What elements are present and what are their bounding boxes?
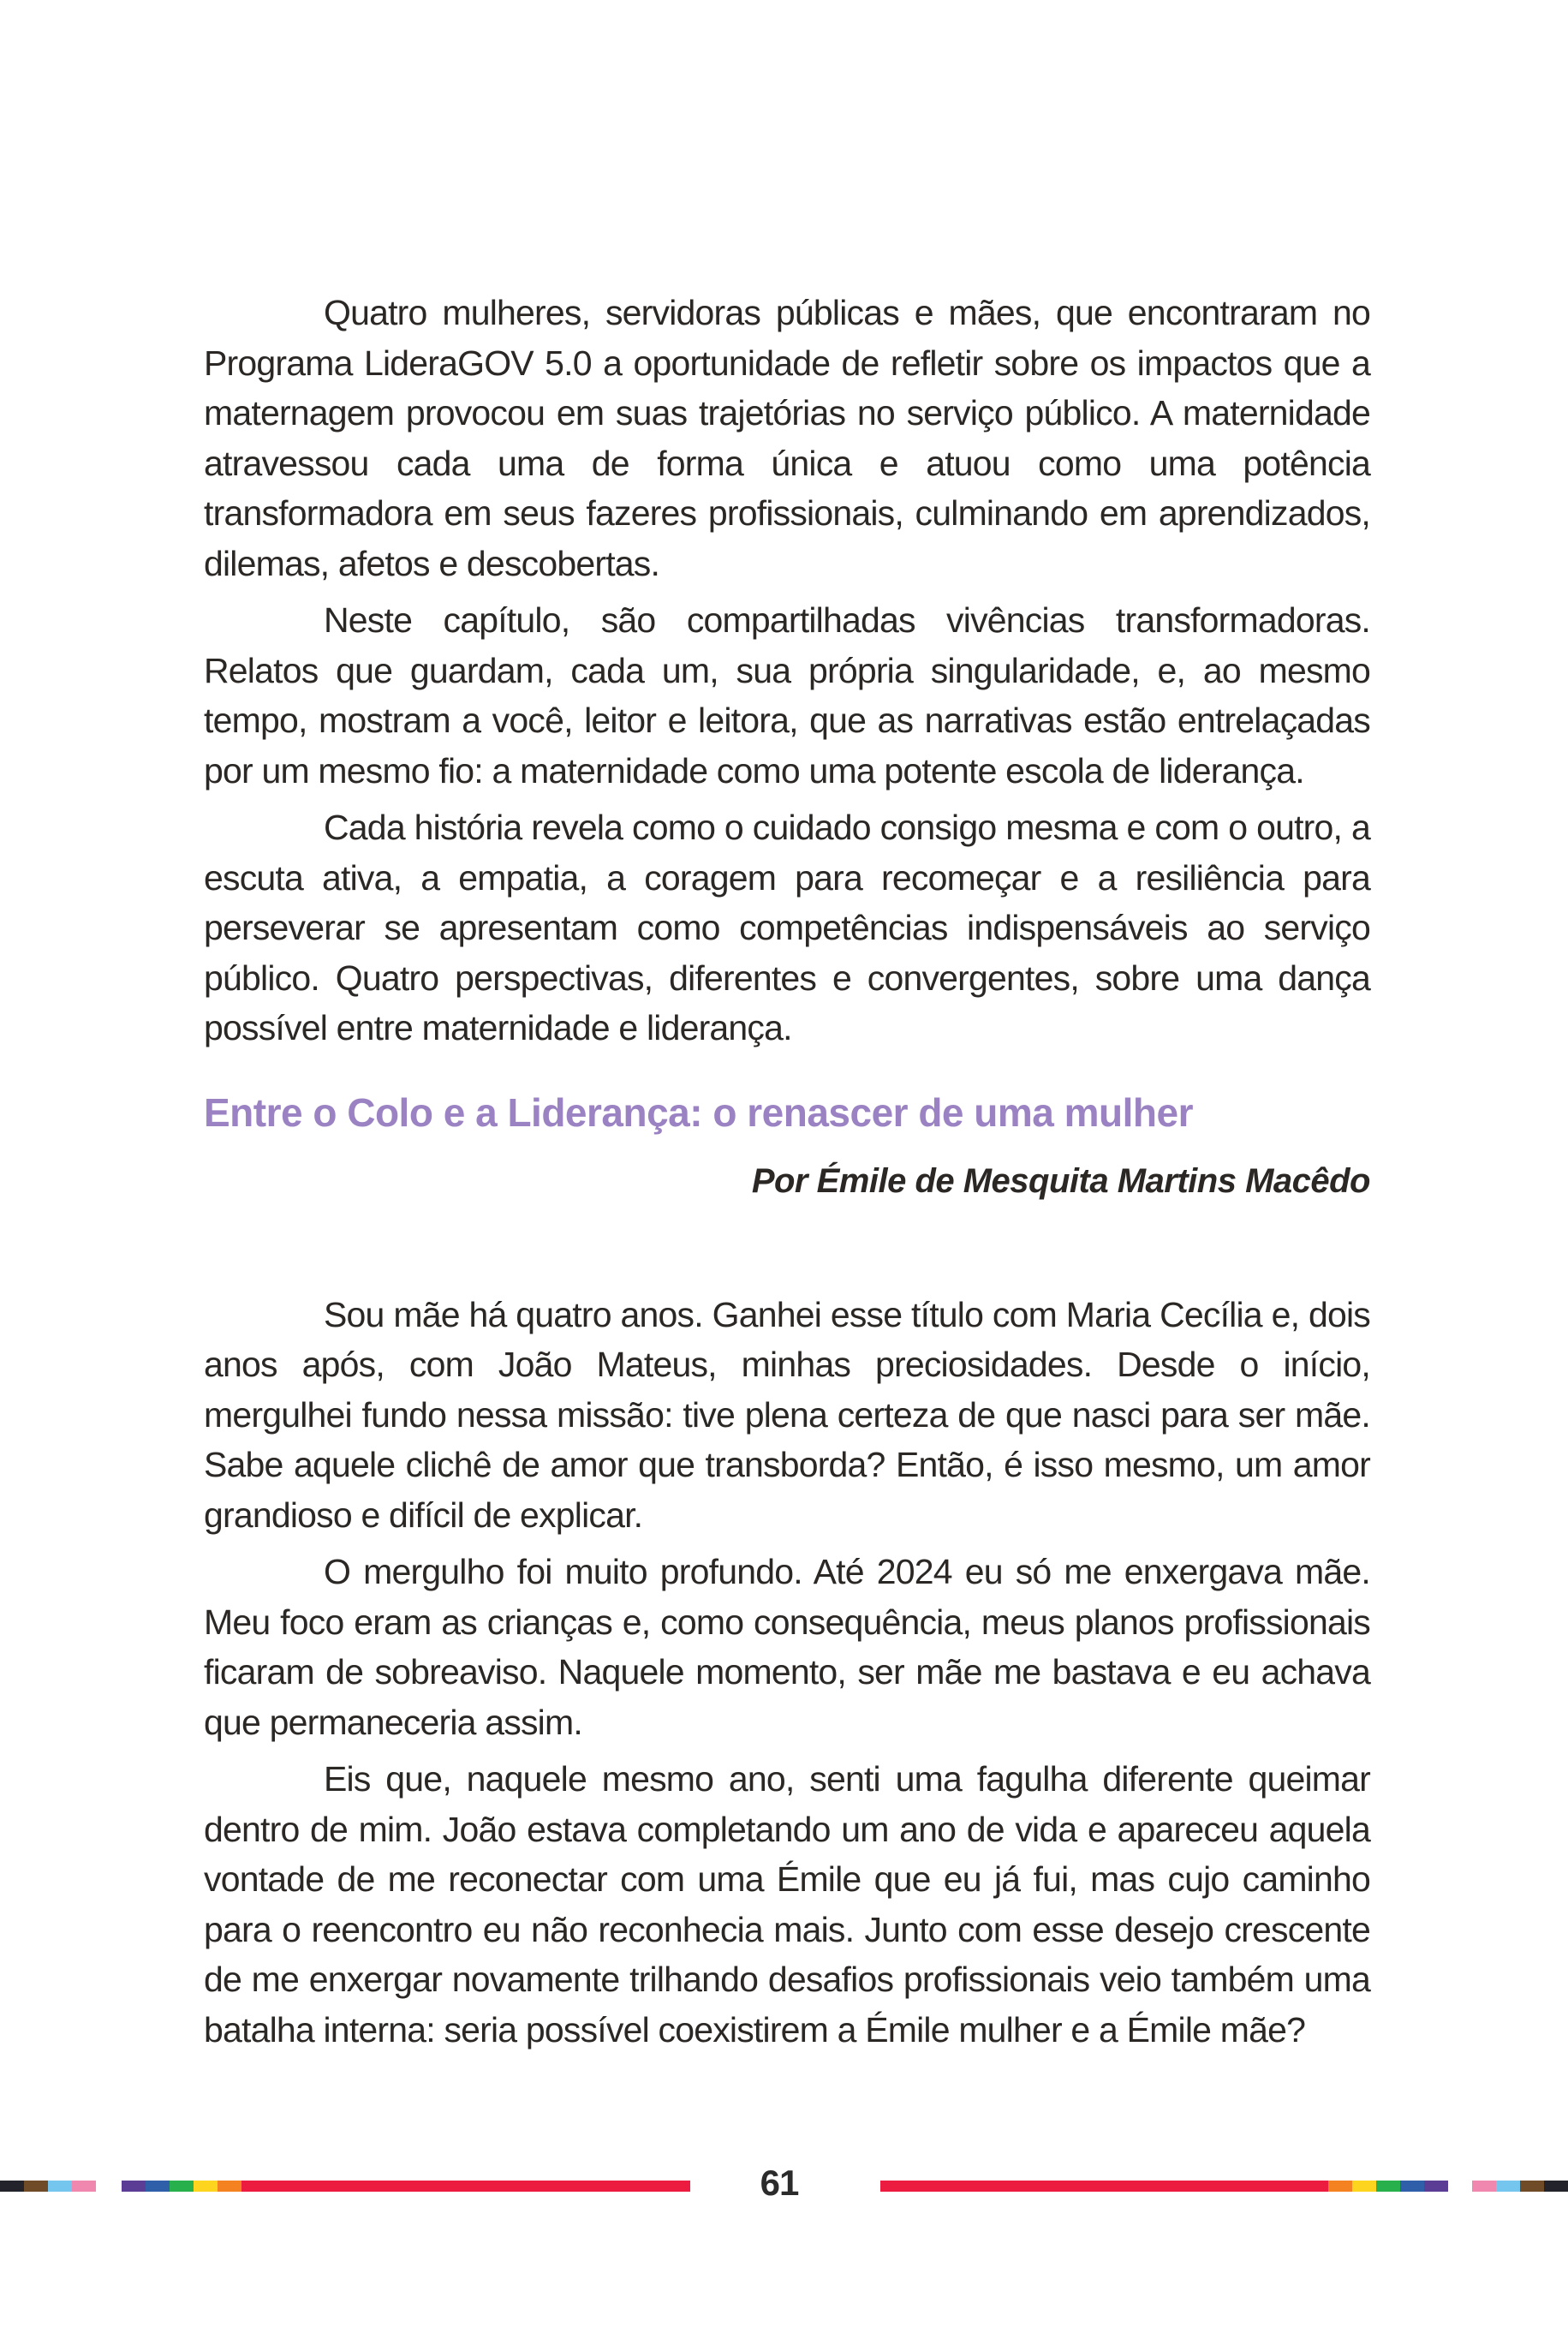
strip-segment-pink [1472,2181,1496,2192]
pride-strip-right-inner [1328,2181,1448,2192]
pride-strip-right-outer [1472,2181,1568,2192]
strip-segment-green [1376,2181,1400,2192]
strip-segment-orange [218,2181,241,2192]
intro-paragraph-3: Cada história revela como o cuidado consigo mesma e com o outro, a escuta ativa, a empatia, a coragem para recomeçar e a resiliência para perseverar se apresentam como competências indispensáveis ao serviço público. Quatro perspectivas, diferentes e convergentes, sobre uma dança possível entre maternidade e liderança. [204,808,1370,1047]
page-number: 61 [760,2163,799,2203]
intro-paragraph-1: Quatro mulheres, servidoras públicas e mães, que encontraram no Programa LideraGOV 5.0 a oportunidade de refletir sobre os impactos que a maternagem provocou em suas trajetórias no serviço público. A maternidade atravessou cada uma de forma única e atuou como uma potência transformadora em seus fazeres profissionais, culminando em aprendizados, dilemas, afetos e descobertas. [204,293,1370,583]
section-heading: Entre o Colo e a Liderança: o renascer de uma mulher [204,1089,1194,1135]
author-byline: Por Émile de Mesquita Martins Macêdo [751,1161,1370,1200]
strip-segment-blue [146,2181,170,2192]
story-paragraph-1: Sou mãe há quatro anos. Ganhei esse título com Maria Cecília e, dois anos após, com João Mateus, minhas preciosidades. Desde o início, mergulhei fundo nessa missão: tive plena certeza de que nasci para ser mãe. Sabe aquele clichê de amor que transborda? Então, é isso mesmo, um amor grandioso e difícil de explicar. [204,1294,1370,1535]
story-paragraph-3: Eis que, naquele mesmo ano, senti uma fagulha diferente queimar dentro de mim. João estava completando um ano de vida e apareceu aquela vontade de me reconectar com uma Émile que eu já fui, mas cujo caminho para o reencontro eu não reconhecia mais. Junto com esse desejo crescente de me enxergar novamente trilhando desafios profissionais veio também uma batalha interna: seria possível coexistirem a Émile mulher e a Émile mãe? [204,1759,1370,2050]
strip-segment-brown [1520,2181,1544,2192]
strip-segment-orange [1328,2181,1352,2192]
strip-segment-pink [72,2181,96,2192]
strip-segment-purple [122,2181,146,2192]
strip-segment-brown [24,2181,48,2192]
strip-segment-purple [1424,2181,1448,2192]
strip-segment-light-blue [48,2181,72,2192]
red-rule-right [880,2181,1328,2192]
strip-segment-green [170,2181,194,2192]
strip-segment-yellow [1352,2181,1376,2192]
red-rule-left [241,2181,690,2192]
pride-strip-left-outer [0,2181,96,2192]
page-text-block [204,288,1370,2061]
pride-strip-left-inner [122,2181,241,2192]
intro-paragraph-2: Neste capítulo, são compartilhadas vivências transformadoras. Relatos que guardam, cada um, sua própria singularidade, e, ao mesmo tempo, mostram a você, leitor e leitora, que as narrativas estão entrelaçadas por um mesmo fio: a maternidade como uma potente escola de liderança. [204,600,1370,791]
story-paragraph-2: O mergulho foi muito profundo. Até 2024 eu só me enxergava mãe. Meu foco eram as crianças e, como consequência, meus planos profissionais ficaram de sobreaviso. Naquele momento, ser mãe me bastava e eu achava que permaneceria assim. [204,1552,1370,1742]
strip-segment-yellow [194,2181,218,2192]
strip-segment-blue [1400,2181,1424,2192]
strip-segment-black [0,2181,24,2192]
strip-segment-black [1544,2181,1568,2192]
page-footer [0,2163,1568,2203]
strip-segment-light-blue [1496,2181,1520,2192]
